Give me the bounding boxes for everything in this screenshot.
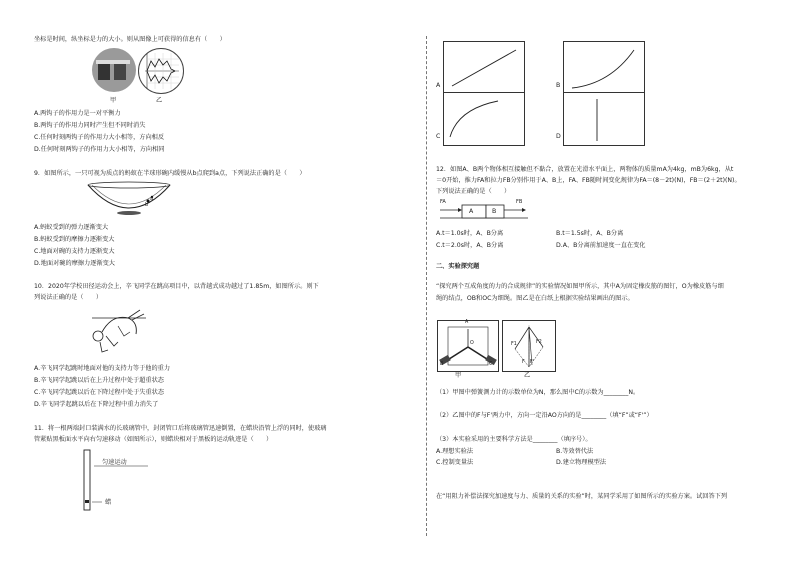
q8-figure-jia — [92, 48, 136, 92]
q11-graph-c — [443, 92, 525, 146]
q13-yi-f-prime-label: F' — [530, 360, 535, 365]
q13-yi-f2-label: F2 — [536, 340, 542, 345]
q8-option-b: B.两钩子的作用力同时产生但不同时消失 — [34, 122, 146, 129]
q9-bowl-figure — [86, 181, 172, 219]
q13-option-b: B.等效替代法 — [556, 448, 594, 455]
q11-tube-figure — [82, 448, 152, 512]
q12-option-d: D.A、B分离前加速度一直在变化 — [556, 242, 646, 249]
q8-figure-yi — [138, 48, 184, 94]
q11-graph-d — [563, 92, 645, 146]
q9-option-d: D.地面对碗的摩擦力逐渐变大 — [34, 260, 115, 267]
section-2-heading: 二、实验探究题 — [436, 263, 480, 270]
q10-option-c: C.辛飞同学起跳以后在下降过程中处于失重状态 — [34, 389, 165, 396]
q13-jia-point-o: O — [470, 341, 474, 346]
q13-jia-point-b: B — [440, 362, 444, 367]
q10-stem-line1: 10．2020年学校田径运动会上，辛飞同学在跳高项目中，以背越式成功越过了1.85m，如图所示。则下 — [34, 283, 319, 290]
q8-graph — [139, 49, 183, 93]
q11-option-label-d: D — [556, 133, 561, 140]
q12-block-b-label: B — [492, 208, 497, 215]
q13-part-1: （1）甲图中弹簧测力计的示数单位为N，那么图中C的示数为________N。 — [436, 389, 640, 396]
q8-option-d: D.任何时刻两钩子的作用力大小相等，方向相同 — [34, 146, 165, 153]
q11-graph-b — [563, 41, 645, 95]
q11-stem-line2: 管紧贴黑板面水平向右匀速移动（如图所示），则蜡块相对于黑板的运动轨迹是（ ） — [34, 436, 273, 443]
q11-stem-line1: 11．将一根两端封口装满水的长玻璃管中，封闭管口后将玻璃管迅速倒置，在蜡块沿管上浮的同时，使玻璃 — [34, 425, 327, 432]
q11-uniform-motion-label: 匀速运动 — [102, 459, 127, 466]
q8-fig-label-yi: 乙 — [156, 97, 163, 104]
q11-option-label-b: B — [556, 82, 561, 89]
q8-stem: 坐标是时间，纵坐标是力的大小。则从图像上可获得的信息有（ ） — [34, 36, 226, 43]
q8-option-c: C.任何时刻两钩子的作用力大小相等，方向相反 — [34, 134, 165, 141]
q10-option-b: B.辛飞同学起跳以后在上升过程中处于超重状态 — [34, 377, 164, 384]
q9-option-b: B.蚂蚁受到的摩擦力逐渐变大 — [34, 236, 115, 243]
q13-yi-f-label: F — [522, 360, 525, 365]
q13-yi-f1-label: F1 — [511, 342, 517, 347]
q10-option-a: A.辛飞同学起跳时地面对他的支持力等于他的重力 — [34, 365, 171, 372]
q13-jia-point-a: A — [465, 320, 469, 325]
q13-intro-line2: 绳的结点，OB和OC为细绳。图乙是在白纸上根据实验结果画出的图示。 — [436, 295, 634, 302]
q13-option-d: D.建立物理模型法 — [556, 459, 607, 466]
q9-option-c: C.地面对碗的支持力逐渐变大 — [34, 248, 115, 255]
q13-part-2: （2）乙图中的F与F'两力中，方向一定沿AO方向的是________（填“F”或“F'”） — [436, 412, 653, 419]
q12-stem-line2: ＝0开始，推力FA和拉力FB分别作用于A、B上，FA、FB随时间变化规律为FA＝(8－2t)(N)，FB＝(2＋2t)(N)。 — [436, 177, 741, 184]
q13-part-3: （3）本实验采用的主要科学方法是________（填序号）。 — [436, 436, 592, 443]
q12-option-a: A.t＝1.0s时，A、B分离 — [436, 230, 504, 237]
q10-option-d: D.辛飞同学起跳以后在下降过程中重力消失了 — [34, 401, 159, 408]
q11-graph-a — [443, 41, 525, 95]
q12-force-b-label: FB — [516, 199, 523, 205]
q9-option-a: A.蚂蚁受到的弹力逐渐变大 — [34, 224, 109, 231]
q10-stem-line2: 列说法正确的是（ ） — [34, 294, 103, 301]
q13-option-a: A.理想实验法 — [436, 448, 474, 455]
q8-fig-label-jia: 甲 — [110, 97, 117, 104]
q14-intro-line: 在“用阻力补偿法探究加速度与力、质量的关系的实验”时，某同学采用了如图所示的实验方案。试回答下列 — [436, 493, 728, 500]
q8-option-a: A.两钩子的作用力是一对平衡力 — [34, 110, 121, 117]
q9-point-b: b — [145, 202, 149, 208]
q11-option-label-c: C — [436, 133, 441, 140]
q10-high-jumper-figure — [88, 306, 150, 358]
q13-fig-label-yi: 乙 — [524, 372, 531, 379]
q9-stem: 9．如图所示，一只可视为质点的蚂蚁在半球形碗内缓慢从b点爬到a点，下列说法正确的是（ ） — [34, 170, 306, 177]
q12-option-c: C.t＝2.0s时，A、B分离 — [436, 242, 504, 249]
q12-stem-line3: 下列说法正确的是（ ） — [436, 188, 511, 195]
q9-point-a: a — [150, 196, 154, 202]
q13-option-c: C.控制变量法 — [436, 459, 474, 466]
q11-wax-label: 蜡 — [105, 499, 112, 506]
q12-block-a-label: A — [469, 208, 474, 215]
q12-option-b: B.t＝1.5s时，A、B分离 — [556, 230, 624, 237]
q13-intro-line1: “探究两个互成角度的力的合成规律”的实验情况如图甲所示，其中A为固定橡皮筋的图钉，O为橡皮筋与细 — [436, 283, 724, 290]
q11-option-label-a: A — [436, 82, 441, 89]
column-divider — [426, 36, 427, 536]
q12-stem-line1: 12．如图A、B两个物体相互接触但不黏合，放置在光滑水平面上，两物体的质量mA为4kg，mB为6kg，从t — [436, 166, 734, 173]
q13-fig-label-jia: 甲 — [455, 372, 462, 379]
q13-jia-point-c: C — [489, 362, 493, 367]
q12-force-a-label: FA — [440, 199, 446, 205]
